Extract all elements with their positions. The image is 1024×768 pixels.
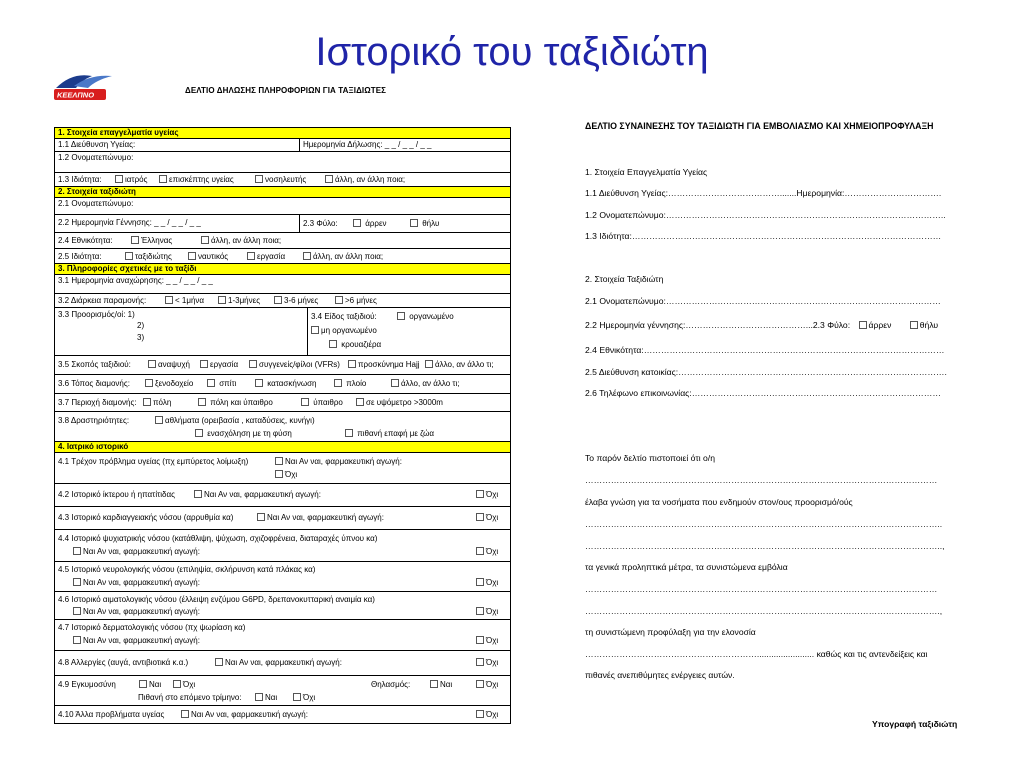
checkbox-icon[interactable] — [73, 636, 81, 644]
hepatitis-history-label: 4.2 Ιστορικό ίκτερου ή ηπατίτιδας — [58, 490, 175, 499]
checkbox-icon[interactable] — [397, 312, 405, 320]
destination-3-label: 3) — [137, 333, 145, 342]
breastfeeding-label: Θηλασμός: — [371, 680, 411, 689]
checkbox-icon[interactable] — [303, 252, 311, 260]
option-leisure: αναψυχή — [148, 359, 190, 370]
consent-paragraph-2: έλαβα γνώση για τα νοσήματα που ενδημούν στον/ους προορισμό/ούς — [585, 497, 853, 507]
row-3-3 — [55, 308, 510, 356]
option-yes: Ναι Αν ναι, φαρμακευτική αγωγή: — [194, 489, 321, 500]
pregnancy-label: 4.9 Εγκυμοσύνη — [58, 680, 116, 689]
stay-area-label: 3.7 Περιοχή διαμονής: — [58, 398, 137, 407]
option-no: Όχι — [476, 657, 498, 668]
consent-paragraph-5: ……………………………………………………........................ καθώς και τις αντενδείξεις και — [585, 649, 928, 659]
option-doctor: ιατρός — [115, 174, 147, 185]
checkbox-icon[interactable] — [198, 398, 206, 406]
consent-address: 2.5 Διεύθυνση κατοικίας:…………………………………………………………………………………. — [585, 367, 947, 377]
option-greek: Έλληνας — [131, 235, 172, 246]
option-traveler: ταξιδιώτης — [125, 251, 172, 262]
option-city-and-countryside: πόλη και ύπαιθρο — [198, 397, 273, 408]
checkbox-icon[interactable] — [348, 360, 356, 368]
cardio-history-label: 4.3 Ιστορικό καρδιαγγειακής νόσου (αρρυθμία κα) — [58, 513, 234, 522]
consent-traveler-name: 2.1 Ονοματεπώνυμο:…………………………………………………………………………………… — [585, 296, 941, 306]
checkbox-icon[interactable] — [335, 296, 343, 304]
signature-label: Υπογραφή ταξιδιώτη — [872, 719, 958, 729]
option-nature: ενασχόληση με τη φύση — [195, 428, 292, 439]
checkbox-icon[interactable] — [476, 513, 484, 521]
option-other: άλλη, αν άλλη ποια; — [325, 174, 405, 185]
row-2-1 — [55, 198, 510, 215]
checkbox-icon[interactable] — [247, 252, 255, 260]
option-yes: Ναι Αν ναι, φαρμακευτική αγωγή: — [73, 546, 200, 557]
checkbox-icon[interactable] — [476, 578, 484, 586]
option-no: Όχι — [293, 692, 315, 703]
option-yes: Ναι Αν ναι, φαρμακευτική αγωγή: — [73, 635, 200, 646]
option-work-purpose: εργασία — [200, 359, 238, 370]
option-nurse: νοσηλευτής — [255, 174, 306, 185]
checkbox-icon[interactable] — [155, 416, 163, 424]
row-3-1 — [55, 275, 510, 294]
option-unorganized: μη οργανωμένο — [311, 325, 377, 336]
option-male: άρρεν — [353, 218, 387, 229]
checkbox-icon[interactable] — [311, 326, 319, 334]
checkbox-icon[interactable] — [125, 252, 133, 260]
option-yes: Ναι — [255, 692, 277, 703]
option-yes: Ναι Αν ναι, φαρμακευτική αγωγή: — [73, 606, 200, 617]
health-directorate-label: 1.1 Διεύθυνση Υγείας: — [58, 140, 136, 149]
row-4-1 — [55, 453, 510, 484]
option-over-6-months: >6 μήνες — [335, 295, 377, 306]
option-work: εργασία — [247, 251, 285, 262]
nationality-label: 2.4 Εθνικότητα: — [58, 236, 113, 245]
current-problem-label: 4.1 Τρέχον πρόβλημα υγείας (πχ εμπύρετος λοίμωξη) — [58, 457, 249, 466]
checkbox-icon[interactable] — [293, 693, 301, 701]
option-other-accommodation: άλλο, αν άλλο τι; — [391, 378, 460, 389]
checkbox-icon[interactable] — [476, 607, 484, 615]
checkbox-icon[interactable] — [145, 379, 153, 387]
checkbox-icon[interactable] — [73, 607, 81, 615]
hematologic-history-label: 4.6 Ιστορικό αιματολογικής νόσου (έλλειψη ενζύμου G6PD, δρεπανοκυτταρική αναιμία κα) — [58, 595, 375, 604]
option-female: θήλυ — [410, 218, 439, 229]
option-no: Όχι — [275, 469, 297, 480]
row-2-4 — [55, 233, 510, 249]
option-hajj: προσκύνημα Hajj — [348, 359, 420, 370]
consent-phone: 2.6 Τηλέφωνο επικοινωνίας:…………………………………………………………………………… — [585, 388, 941, 398]
row-1-2 — [55, 152, 510, 173]
option-yes: Ναι Αν ναι, φαρμακευτική αγωγή: — [257, 512, 384, 523]
checkbox-icon[interactable] — [391, 379, 399, 387]
checkbox-icon[interactable] — [218, 296, 226, 304]
checkbox-icon[interactable] — [430, 680, 438, 688]
checkbox-icon[interactable] — [115, 175, 123, 183]
other-problems-label: 4.10 Άλλα προβλήματα υγείας — [58, 710, 165, 719]
destinations-label: 3.3 Προορισμός/οί: 1) — [58, 310, 135, 319]
checkbox-icon[interactable] — [859, 321, 867, 329]
sex-label: 2.3 Φύλο: — [303, 219, 338, 228]
consent-paragraph-3: τα γενικά προληπτικά μέτρα, τα συνιστώμενα εμβόλια — [585, 562, 788, 572]
checkbox-icon[interactable] — [159, 175, 167, 183]
section-2-title: 2. Στοιχεία ταξιδιώτη — [55, 187, 510, 198]
row-4-8 — [55, 651, 510, 676]
consent-dots-4: …………………………………………………………………………………………………………… — [585, 584, 938, 594]
checkbox-icon[interactable] — [329, 340, 337, 348]
checkbox-icon[interactable] — [73, 578, 81, 586]
section-4-title: 4. Ιατρικό ιστορικό — [55, 442, 510, 453]
option-3-6-months: 3-6 μήνες — [274, 295, 318, 306]
row-4-5 — [55, 562, 510, 592]
option-yes: Ναι — [139, 679, 161, 690]
option-no: Όχι — [476, 489, 498, 500]
option-no: Όχι — [476, 635, 498, 646]
consent-profession: 1.3 Ιδιότητα:……………………………………………………………………………………………… — [585, 231, 942, 241]
psychiatric-history-label: 4.4 Ιστορικό ψυχιατρικής νόσου (κατάθλιψη, ψύχωση, σχιζοφρένεια, διαταραχές ύπνου κα) — [58, 534, 378, 543]
checkbox-icon[interactable] — [476, 710, 484, 718]
slide-title: Ιστορικό του ταξιδιώτη — [315, 30, 709, 74]
row-2-2 — [55, 215, 510, 233]
checkbox-icon[interactable] — [425, 360, 433, 368]
checkbox-icon[interactable] — [476, 547, 484, 555]
option-yes: Ναι Αν ναι, φαρμακευτική αγωγή: — [181, 709, 308, 720]
consent-dots-5: ……………………………………………………………………………………………………………., — [585, 606, 943, 616]
neuro-history-label: 4.5 Ιστορικό νευρολογικής νόσου (επιληψία, σκλήρυνση κατά πλάκας κα) — [58, 565, 316, 574]
checkbox-icon[interactable] — [173, 680, 181, 688]
consent-nationality: 2.4 Εθνικότητα:…………………………………………………………………………………………… — [585, 345, 945, 355]
checkbox-icon[interactable] — [275, 470, 283, 478]
checkbox-icon[interactable] — [353, 219, 361, 227]
form-heading: ΔΕΛΤΙΟ ΔΗΛΩΣΗΣ ΠΛΗΡΟΦΟΡΙΩΝ ΓΙΑ ΤΑΞΙΔΙΩΤΕΣ — [185, 86, 387, 95]
possible-pregnancy-label: Πιθανή στο επόμενο τρίμηνο: — [138, 693, 242, 702]
checkbox-icon[interactable] — [165, 296, 173, 304]
checkbox-icon[interactable] — [249, 360, 257, 368]
traveler-type-label: 2.5 Ιδιότητα: — [58, 252, 102, 261]
departure-date-label: 3.1 Ημερομηνία αναχώρησης: _ _ / _ _ / _ _ — [58, 276, 213, 285]
row-1-3 — [55, 173, 510, 187]
option-cruise: κρουαζιέρα — [329, 339, 381, 350]
svg-text:ΚΕΕΛΠΝΟ: ΚΕΕΛΠΝΟ — [57, 90, 95, 100]
checkbox-icon[interactable] — [476, 490, 484, 498]
checkbox-icon[interactable] — [139, 680, 147, 688]
checkbox-icon[interactable] — [188, 252, 196, 260]
row-1-1 — [55, 139, 510, 152]
option-house: σπίτι — [207, 378, 236, 389]
row-4-7 — [55, 620, 510, 651]
checkbox-icon[interactable] — [334, 379, 342, 387]
row-3-2 — [55, 294, 510, 308]
checkbox-icon[interactable] — [476, 680, 484, 688]
checkbox-icon[interactable] — [200, 360, 208, 368]
option-yes: Ναι — [430, 679, 452, 690]
row-2-5 — [55, 249, 510, 264]
checkbox-icon[interactable] — [345, 429, 353, 437]
option-other-type: άλλη, αν άλλη ποια; — [303, 251, 383, 262]
consent-section-1: 1. Στοιχεία Επαγγελματία Υγείας — [585, 167, 708, 177]
checkbox-icon[interactable] — [131, 236, 139, 244]
traveler-name-label: 2.1 Ονοματεπώνυμο: — [58, 199, 134, 208]
profession-label: 1.3 Ιδιότητα: — [58, 175, 102, 184]
row-4-2 — [55, 484, 510, 507]
consent-dots-3: …………………………………………………………………………………………………………….., — [585, 541, 945, 551]
checkbox-icon[interactable] — [910, 321, 918, 329]
trip-type-label: 3.4 Είδος ταξιδιού: — [311, 312, 377, 321]
option-no: Όχι — [476, 577, 498, 588]
section-3-title: 3. Πληροφορίες σχετικές με το ταξίδι — [55, 264, 510, 275]
checkbox-icon[interactable] — [476, 658, 484, 666]
option-no: Όχι — [476, 606, 498, 617]
traveler-info-form — [54, 127, 511, 724]
checkbox-icon[interactable] — [194, 490, 202, 498]
option-yes: Ναι Αν ναι, φαρμακευτική αγωγή: — [275, 456, 402, 467]
checkbox-icon[interactable] — [356, 398, 364, 406]
accommodation-label: 3.6 Τόπος διαμονής: — [58, 379, 130, 388]
checkbox-icon[interactable] — [257, 513, 265, 521]
option-hotel: ξενοδοχείο — [145, 378, 193, 389]
consent-paragraph-6: πιθανές ανεπιθύμητες ενέργειες αυτών. — [585, 670, 735, 680]
row-3-8 — [55, 412, 510, 442]
option-male: άρρεν — [853, 320, 892, 330]
allergies-label: 4.8 Αλλεργίες (αυγά, αντιβιοτικά κ.α.) — [58, 658, 189, 667]
option-sports: αθλήματα (ορειβασία , καταδύσεις, κυνήγι) — [155, 415, 315, 426]
consent-birth-date-sex: 2.2 Ημερομηνία γέννησης:……………………………………...2.3 Φύλο: άρρεν θήλυ — [585, 320, 939, 330]
checkbox-icon[interactable] — [73, 547, 81, 555]
option-city: πόλη — [143, 397, 171, 408]
option-sailor: ναυτικός — [188, 251, 228, 262]
declaration-date-label: Ημερομηνία Δήλωσης: _ _ / _ _ / _ _ — [303, 140, 432, 149]
destination-2-label: 2) — [137, 321, 145, 330]
checkbox-icon[interactable] — [207, 379, 215, 387]
checkbox-icon[interactable] — [143, 398, 151, 406]
option-no: Όχι — [173, 679, 195, 690]
consent-dots-1: …………………………………………………………………………………………………………… — [585, 475, 938, 485]
checkbox-icon[interactable] — [255, 175, 263, 183]
option-no: Όχι — [476, 679, 498, 690]
checkbox-icon[interactable] — [215, 658, 223, 666]
consent-section-2: 2. Στοιχεία Ταξιδιώτη — [585, 274, 664, 284]
consent-professional-name: 1.2 Ονοματεπώνυμο:…………………………………………………………………………………….. — [585, 210, 946, 220]
professional-name-label: 1.2 Ονοματεπώνυμο: — [58, 153, 134, 162]
option-no: Όχι — [476, 512, 498, 523]
checkbox-icon[interactable] — [275, 457, 283, 465]
consent-health-directorate: 1.1 Διεύθυνση Υγείας:………………………………….......Ημερομηνία:……………………………. — [585, 188, 942, 198]
row-4-4 — [55, 530, 510, 562]
checkbox-icon[interactable] — [255, 379, 263, 387]
option-yes: Ναι Αν ναι, φαρμακευτική αγωγή: — [73, 577, 200, 588]
option-ship: πλοίο — [334, 378, 366, 389]
option-other-purpose: άλλο, αν άλλο τι; — [425, 359, 494, 370]
checkbox-icon[interactable] — [201, 236, 209, 244]
row-4-6 — [55, 592, 510, 620]
keelpno-logo — [52, 70, 118, 106]
checkbox-icon[interactable] — [181, 710, 189, 718]
option-1-3-months: 1-3μήνες — [218, 295, 260, 306]
checkbox-icon[interactable] — [255, 693, 263, 701]
checkbox-icon[interactable] — [301, 398, 309, 406]
row-3-6 — [55, 375, 510, 394]
row-3-5 — [55, 356, 510, 375]
activities-label: 3.8 Δραστηριότητες: — [58, 416, 130, 425]
option-countryside: ύπαιθρο — [301, 397, 343, 408]
stay-duration-label: 3.2 Διάρκεια παραμονής: — [58, 296, 147, 305]
section-1-title: 1. Στοιχεία επαγγελματία υγείας — [55, 128, 510, 139]
row-4-10 — [55, 706, 510, 724]
option-female: θήλυ — [894, 320, 938, 330]
option-organized: οργανωμένο — [397, 311, 454, 322]
option-health-visitor: επισκέπτης υγείας — [159, 174, 234, 185]
consent-heading: ΔΕΛΤΙΟ ΣΥΝΑΙΝΕΣΗΣ ΤΟΥ ΤΑΞΙΔΙΩΤΗ ΓΙΑ ΕΜΒΟΛΙΑΣΜΟ ΚΑΙ ΧΗΜΕΙΟΠΡΟΦΥΛΑΞΗ — [585, 121, 934, 131]
row-3-7 — [55, 394, 510, 412]
checkbox-icon[interactable] — [476, 636, 484, 644]
checkbox-icon[interactable] — [195, 429, 203, 437]
consent-paragraph-1: Το παρόν δελτίο πιστοποιεί ότι ο/η — [585, 453, 715, 463]
option-vfr: συγγενείς/φίλοι (VFRs) — [249, 359, 340, 370]
row-4-3 — [55, 507, 510, 530]
trip-purpose-label: 3.5 Σκοπός ταξιδιού: — [58, 360, 131, 369]
consent-dots-2: …………………………………………………………………………………………………………….. — [585, 519, 943, 529]
checkbox-icon[interactable] — [410, 219, 418, 227]
checkbox-icon[interactable] — [274, 296, 282, 304]
option-no: Όχι — [476, 546, 498, 557]
birth-date-label: 2.2 Ημερομηνία Γέννησης: _ _ / _ _ / _ _ — [58, 218, 201, 227]
checkbox-icon[interactable] — [148, 360, 156, 368]
option-camping: κατασκήνωση — [255, 378, 316, 389]
option-high-altitude: σε υψόμετρο >3000m — [356, 397, 443, 408]
option-under-1-month: < 1μήνα — [165, 295, 204, 306]
option-yes: Ναι Αν ναι, φαρμακευτική αγωγή: — [215, 657, 342, 668]
dermatologic-history-label: 4.7 Ιστορικό δερματολογικής νόσου (πχ ψωρίαση κα) — [58, 623, 246, 632]
checkbox-icon[interactable] — [325, 175, 333, 183]
consent-paragraph-4: τη συνιστώμενη προφύλαξη για την ελονοσία — [585, 627, 756, 637]
row-4-9 — [55, 676, 510, 706]
option-animal-contact: πιθανή επαφή με ζώα — [345, 428, 434, 439]
option-other-nationality: άλλη, αν άλλη ποια; — [201, 235, 281, 246]
option-no: Όχι — [476, 709, 498, 720]
